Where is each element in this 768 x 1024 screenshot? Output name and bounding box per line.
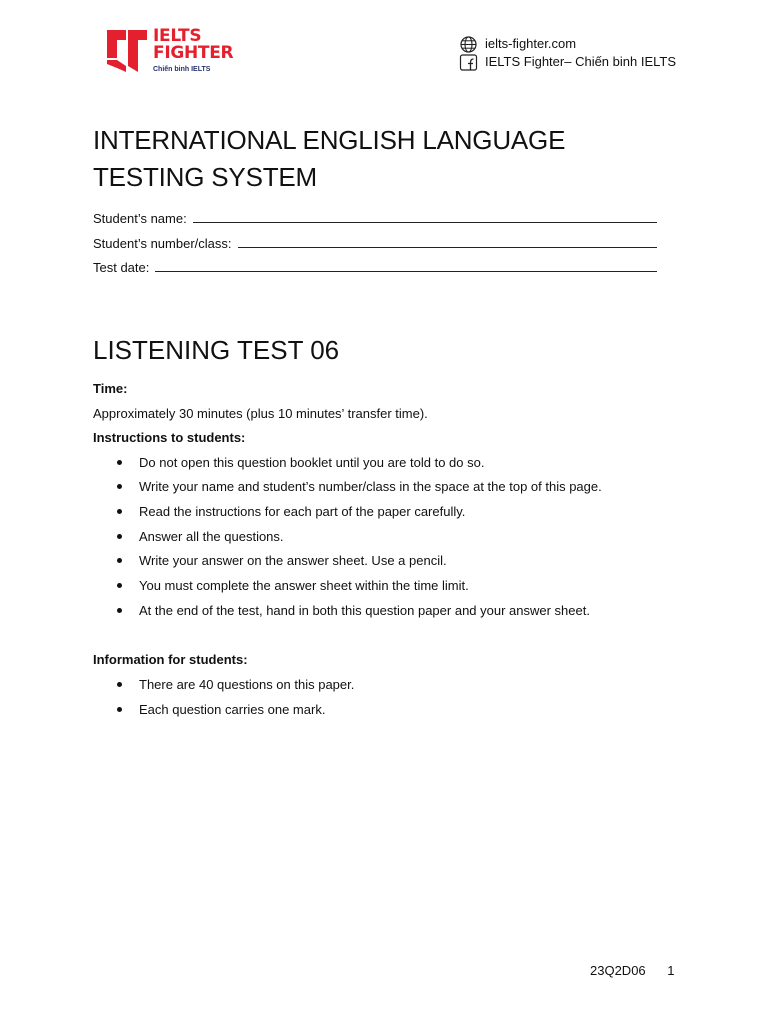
field-label: Test date: xyxy=(93,260,150,275)
contact-info xyxy=(458,35,676,71)
time-heading: Time: xyxy=(93,381,128,396)
logo-line2: FIGHTER xyxy=(153,43,234,63)
website-row[interactable] xyxy=(458,35,676,53)
test-title: LISTENING TEST 06 xyxy=(93,335,340,365)
facebook-icon xyxy=(458,54,479,71)
field-label: Student’s number/class: xyxy=(93,235,232,251)
list-item: Do not open this question booklet until you are told to do so. xyxy=(93,454,693,479)
logo-mark-icon xyxy=(105,28,149,74)
instructions-list xyxy=(93,454,693,627)
list-item: Answer all the questions. xyxy=(93,528,693,553)
list-item: Write your answer on the answer sheet. Use a pencil. xyxy=(93,552,693,577)
page-footer xyxy=(590,963,675,978)
title-line2: TESTING SYSTEM xyxy=(93,162,318,192)
instructions-heading: Instructions to students: xyxy=(93,430,246,445)
student-fields xyxy=(93,211,657,285)
information-heading: Information for students: xyxy=(93,652,248,668)
logo-line1: IELTS xyxy=(153,26,202,46)
document-title xyxy=(93,122,693,196)
list-item: Read the instructions for each part of the paper carefully. xyxy=(93,503,693,528)
website-link[interactable]: ielts-fighter.com xyxy=(485,36,577,51)
list-item: Each question carries one mark. xyxy=(93,701,693,726)
logo-wordmark xyxy=(153,28,233,62)
globe-icon xyxy=(458,36,479,53)
fill-in-line[interactable] xyxy=(193,211,657,223)
spacer xyxy=(93,626,693,651)
information-list xyxy=(93,676,693,725)
fill-in-line[interactable] xyxy=(155,260,657,272)
document-code: 23Q2D06 xyxy=(590,963,646,978)
page-number: 1 xyxy=(667,963,675,978)
title-line1: INTERNATIONAL ENGLISH LANGUAGE xyxy=(93,125,566,155)
facebook-link[interactable]: IELTS Fighter– Chiến binh IELTS xyxy=(485,54,677,69)
logo-tagline: Chiến binh IELTS xyxy=(153,66,211,73)
student-number-field[interactable] xyxy=(93,236,657,261)
list-item: At the end of the test, hand in both this question paper and your answer sheet. xyxy=(93,602,693,627)
fill-in-line[interactable] xyxy=(238,236,658,248)
ielts-fighter-logo xyxy=(105,28,255,76)
time-text: Approximately 30 minutes (plus 10 minutes’ transfer time). xyxy=(93,405,428,421)
list-item: Write your name and student’s number/class in the space at the top of this page. xyxy=(93,478,693,503)
field-label: Student’s name: xyxy=(93,211,187,226)
instructions-content xyxy=(93,380,693,725)
student-name-field[interactable] xyxy=(93,211,657,236)
facebook-row[interactable] xyxy=(458,53,676,71)
test-date-field[interactable] xyxy=(93,260,657,285)
list-item: There are 40 questions on this paper. xyxy=(93,676,693,701)
list-item: You must complete the answer sheet within the time limit. xyxy=(93,577,693,602)
